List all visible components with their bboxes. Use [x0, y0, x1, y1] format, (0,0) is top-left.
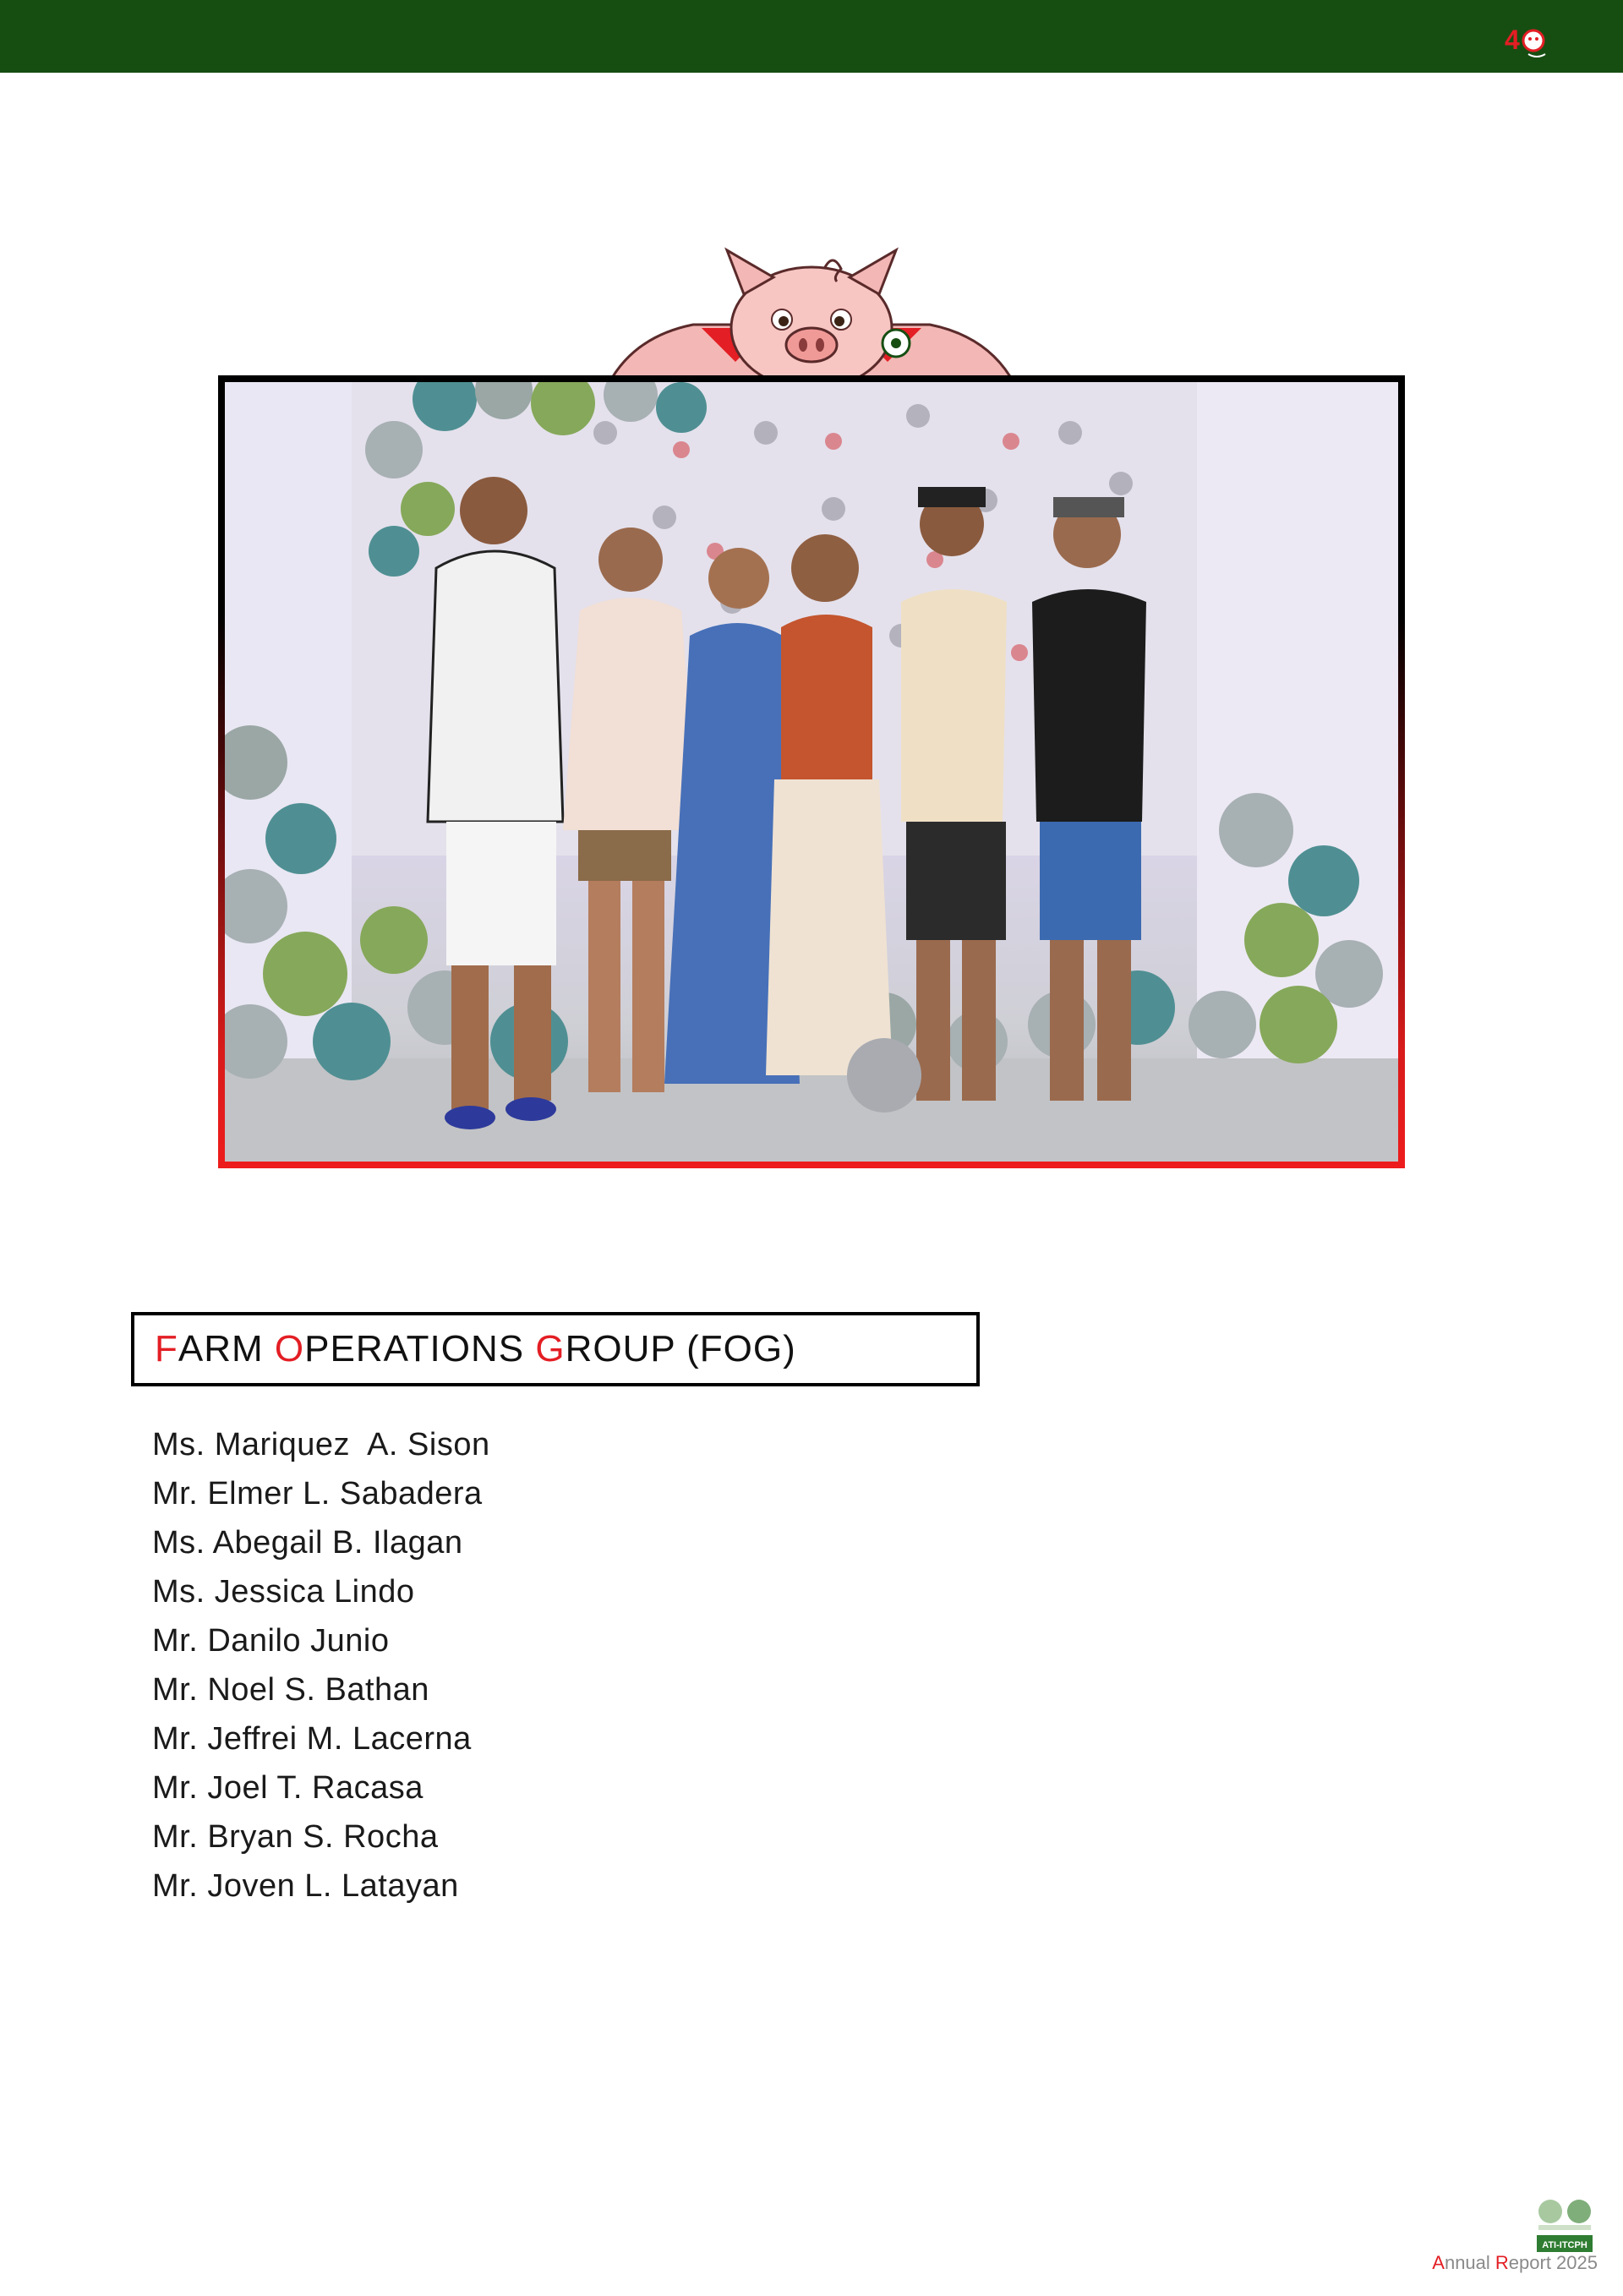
group-photo [218, 243, 1405, 1168]
pig-mascot-icon [600, 243, 1023, 384]
photo-frame [218, 375, 1405, 1168]
footer-text-part: eport 2025 [1508, 2252, 1598, 2273]
ati-itcph-logo-icon [1533, 2196, 1596, 2255]
list-item: Ms. Jessica Lindo [152, 1574, 415, 1610]
list-item: Mr. Joven L. Latayan [152, 1868, 459, 1904]
footer-report-label [1432, 2252, 1598, 2274]
footer-text-part: A [1432, 2252, 1445, 2273]
40th-anniversary-logo-icon [1503, 20, 1554, 61]
footer-text-part: nnual [1444, 2252, 1495, 2273]
team-photo [225, 382, 1398, 1162]
team-photo-scene [225, 382, 1398, 1162]
list-item: Mr. Noel S. Bathan [152, 1672, 429, 1708]
list-item: Ms. Abegail B. Ilagan [152, 1525, 463, 1561]
list-item: Mr. Danilo Junio [152, 1623, 390, 1659]
svg-text:ATI-ITCPH: ATI-ITCPH [1542, 2240, 1587, 2250]
section-title-part: G [535, 1328, 566, 1369]
list-item: Mr. Bryan S. Rocha [152, 1819, 439, 1855]
list-item: Mr. Jeffrei M. Lacerna [152, 1721, 472, 1757]
section-title-part: PERATIONS [304, 1328, 536, 1369]
list-item: Mr. Joel T. Racasa [152, 1770, 424, 1806]
section-title-part: ARM [178, 1328, 275, 1369]
section-title [131, 1312, 980, 1386]
section-title-part: ROUP (FOG) [565, 1328, 796, 1369]
section-title-part: O [274, 1328, 305, 1369]
svg-text:4: 4 [1505, 25, 1520, 55]
footer-text-part: R [1495, 2252, 1509, 2273]
section-title-part: F [155, 1328, 178, 1369]
list-item: Ms. Mariquez A. Sison [152, 1427, 490, 1462]
header-bar [0, 0, 1623, 73]
list-item: Mr. Elmer L. Sabadera [152, 1476, 483, 1512]
member-list [152, 1420, 490, 1911]
